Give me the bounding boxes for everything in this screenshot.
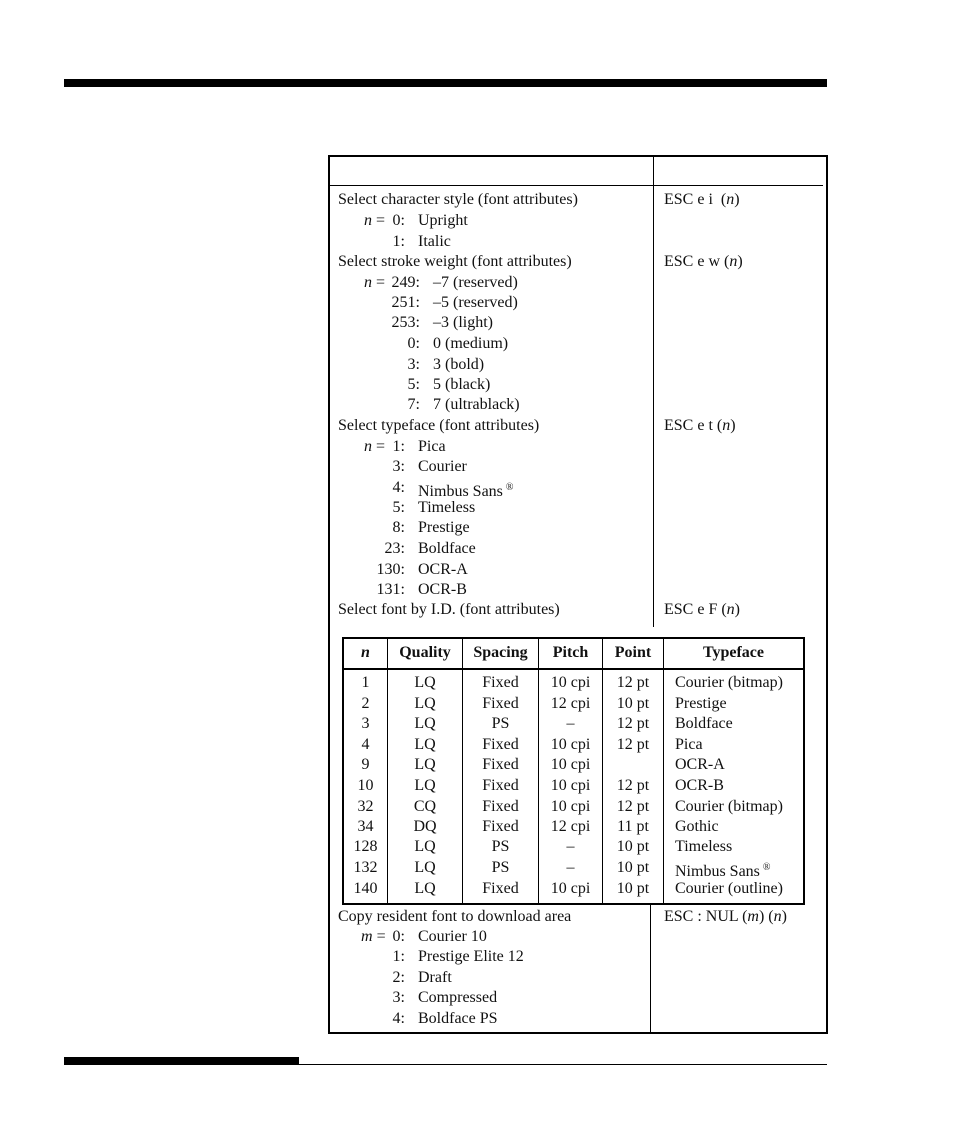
copy-font-value: 3: <box>392 989 405 1006</box>
stroke-weight-value: 249: <box>391 274 420 291</box>
footer-rule-thin <box>299 1064 827 1065</box>
font-cell-spacing: Fixed <box>482 798 519 815</box>
typeface-command: ESC e t (n) <box>664 417 736 434</box>
font-cell-pitch: – <box>566 838 575 855</box>
font-cell-spacing: Fixed <box>482 818 519 835</box>
font-cell-spacing: PS <box>491 715 510 732</box>
font-cell-point: 12 pt <box>616 736 650 753</box>
font-cell-typeface: OCR-B <box>675 777 724 794</box>
font-cell-point: 11 pt <box>617 818 649 835</box>
font-cell-point: 10 pt <box>616 859 650 876</box>
column-divider <box>653 157 654 627</box>
font-cell-point: 10 pt <box>616 695 650 712</box>
font-table-header-n: n <box>361 644 370 661</box>
font-cell-n: 34 <box>357 818 374 835</box>
copy-font-command: ESC : NUL (m) (n) <box>664 908 787 925</box>
font-cell-pitch: 10 cpi <box>550 736 591 753</box>
stroke-weight-value: 253: <box>391 314 420 331</box>
font-id-title: Select font by I.D. (font attributes) <box>338 601 560 618</box>
typeface-value: 8: <box>392 519 405 536</box>
typeface-value: 4: <box>392 479 405 496</box>
copy-font-value: 2: <box>392 969 405 986</box>
font-cell-n: 2 <box>361 695 370 712</box>
font-cell-pitch: 10 cpi <box>550 674 591 691</box>
font-cell-n: 10 <box>357 777 374 794</box>
command-table <box>328 155 828 1034</box>
typeface-label: Nimbus Sans ® <box>418 482 514 500</box>
registered-mark: ® <box>505 482 514 493</box>
stroke-weight-value: 3: <box>407 356 420 373</box>
typeface-label: OCR-A <box>418 561 468 578</box>
stroke-weight-param-prefix: n = <box>364 274 386 291</box>
font-cell-typeface: Timeless <box>675 838 733 855</box>
stroke-weight-label: 7 (ultrablack) <box>433 396 520 413</box>
font-table-header-spacing: Spacing <box>473 644 528 661</box>
font-cell-spacing: Fixed <box>482 695 519 712</box>
font-cell-typeface: Pica <box>675 736 703 753</box>
font-id-table <box>342 637 805 905</box>
font-cell-point: 10 pt <box>616 880 650 897</box>
copy-font-title: Copy resident font to download area <box>338 908 572 925</box>
copy-font-label: Prestige Elite 12 <box>418 948 524 965</box>
font-cell-pitch: 10 cpi <box>550 798 591 815</box>
font-cell-pitch: 12 cpi <box>550 695 591 712</box>
typeface-value: 131: <box>376 581 405 598</box>
stroke-weight-value: 5: <box>407 376 420 393</box>
typeface-label: Prestige <box>418 519 470 536</box>
typeface-value: 23: <box>384 540 405 557</box>
font-table-header-pitch: Pitch <box>552 644 589 661</box>
column-divider-lower <box>650 904 651 1032</box>
typeface-value: 5: <box>392 499 405 516</box>
font-cell-quality: LQ <box>414 838 436 855</box>
font-cell-n: 4 <box>361 736 370 753</box>
font-cell-quality: LQ <box>414 756 436 773</box>
copy-font-label: Compressed <box>418 989 498 1006</box>
typeface-param-prefix: n = <box>364 438 386 455</box>
font-id-command: ESC e F (n) <box>664 601 740 618</box>
font-table-col-divider <box>663 639 664 903</box>
font-cell-n: 3 <box>361 715 370 732</box>
copy-font-label: Courier 10 <box>418 928 487 945</box>
font-table-header-quality: Quality <box>399 644 451 661</box>
font-cell-n: 1 <box>361 674 370 691</box>
char-style-value: 0: <box>392 212 405 229</box>
font-cell-n: 132 <box>353 859 378 876</box>
char-style-title: Select character style (font attributes) <box>338 191 578 208</box>
char-style-command: ESC e i (n) <box>664 191 740 208</box>
typeface-label: Boldface <box>418 540 476 557</box>
char-style-label: Italic <box>418 233 451 250</box>
char-style-param-prefix: n = <box>364 212 386 229</box>
font-cell-typeface: Prestige <box>675 695 727 712</box>
stroke-weight-label: 0 (medium) <box>433 335 509 352</box>
stroke-weight-value: 251: <box>391 294 420 311</box>
font-cell-pitch: – <box>566 715 575 732</box>
registered-mark: ® <box>762 862 771 873</box>
font-cell-pitch: 10 cpi <box>550 756 591 773</box>
font-table-header-point: Point <box>614 644 652 661</box>
font-cell-quality: LQ <box>414 880 436 897</box>
char-style-value: 1: <box>392 233 405 250</box>
font-cell-spacing: PS <box>491 859 510 876</box>
font-cell-typeface: Boldface <box>675 715 733 732</box>
font-cell-typeface: Gothic <box>675 818 719 835</box>
typeface-label: Timeless <box>418 499 476 516</box>
copy-font-value: 4: <box>392 1010 405 1027</box>
stroke-weight-command: ESC e w (n) <box>664 253 743 270</box>
typeface-value: 130: <box>376 561 405 578</box>
font-cell-point: 12 pt <box>616 715 650 732</box>
font-table-header-rule <box>344 668 803 670</box>
font-cell-quality: DQ <box>413 818 437 835</box>
font-cell-n: 128 <box>353 838 378 855</box>
typeface-label: OCR-B <box>418 581 467 598</box>
stroke-weight-label: –3 (light) <box>433 314 493 331</box>
stroke-weight-label: –7 (reserved) <box>433 274 518 291</box>
stroke-weight-label: –5 (reserved) <box>433 294 518 311</box>
typeface-title: Select typeface (font attributes) <box>338 417 540 434</box>
font-cell-point: 12 pt <box>616 777 650 794</box>
font-cell-quality: LQ <box>414 695 436 712</box>
font-cell-point: 10 pt <box>616 838 650 855</box>
stroke-weight-value: 0: <box>407 335 420 352</box>
typeface-label: Pica <box>418 438 446 455</box>
char-style-label: Upright <box>418 212 468 229</box>
copy-font-label: Draft <box>418 969 452 986</box>
font-cell-point: 12 pt <box>616 798 650 815</box>
font-table-header-typeface: Typeface <box>702 644 764 661</box>
copy-font-value: 1: <box>392 948 405 965</box>
font-cell-typeface: Courier (outline) <box>675 880 783 897</box>
footer-rule-thick <box>64 1057 299 1065</box>
stroke-weight-value: 7: <box>407 396 420 413</box>
font-cell-typeface: Nimbus Sans ® <box>675 862 771 880</box>
copy-font-param-prefix: m = <box>361 928 386 945</box>
typeface-label: Courier <box>418 458 467 475</box>
font-cell-pitch: 10 cpi <box>550 777 591 794</box>
table-header-rule <box>330 185 823 186</box>
font-cell-typeface: OCR-A <box>675 756 725 773</box>
font-cell-spacing: Fixed <box>482 880 519 897</box>
font-cell-pitch: 10 cpi <box>550 880 591 897</box>
font-cell-n: 32 <box>357 798 374 815</box>
font-cell-quality: LQ <box>414 674 436 691</box>
font-cell-point: 12 pt <box>616 674 650 691</box>
font-cell-spacing: Fixed <box>482 736 519 753</box>
stroke-weight-title: Select stroke weight (font attributes) <box>338 253 572 270</box>
font-cell-quality: LQ <box>414 777 436 794</box>
copy-font-label: Boldface PS <box>418 1010 498 1027</box>
font-cell-pitch: 12 cpi <box>550 818 591 835</box>
copy-font-value: 0: <box>392 928 405 945</box>
font-cell-spacing: Fixed <box>482 777 519 794</box>
font-cell-typeface: Courier (bitmap) <box>675 674 783 691</box>
font-cell-typeface: Courier (bitmap) <box>675 798 783 815</box>
font-cell-quality: LQ <box>414 736 436 753</box>
font-cell-spacing: Fixed <box>482 756 519 773</box>
font-cell-spacing: Fixed <box>482 674 519 691</box>
font-cell-quality: LQ <box>414 715 436 732</box>
font-cell-n: 9 <box>361 756 370 773</box>
font-cell-quality: LQ <box>414 859 436 876</box>
stroke-weight-label: 3 (bold) <box>433 356 485 373</box>
header-rule <box>64 79 827 87</box>
font-cell-n: 140 <box>353 880 378 897</box>
typeface-value: 1: <box>392 438 405 455</box>
font-cell-spacing: PS <box>491 838 510 855</box>
stroke-weight-label: 5 (black) <box>433 376 491 393</box>
font-cell-quality: CQ <box>413 798 437 815</box>
font-cell-pitch: – <box>566 859 575 876</box>
typeface-value: 3: <box>392 458 405 475</box>
